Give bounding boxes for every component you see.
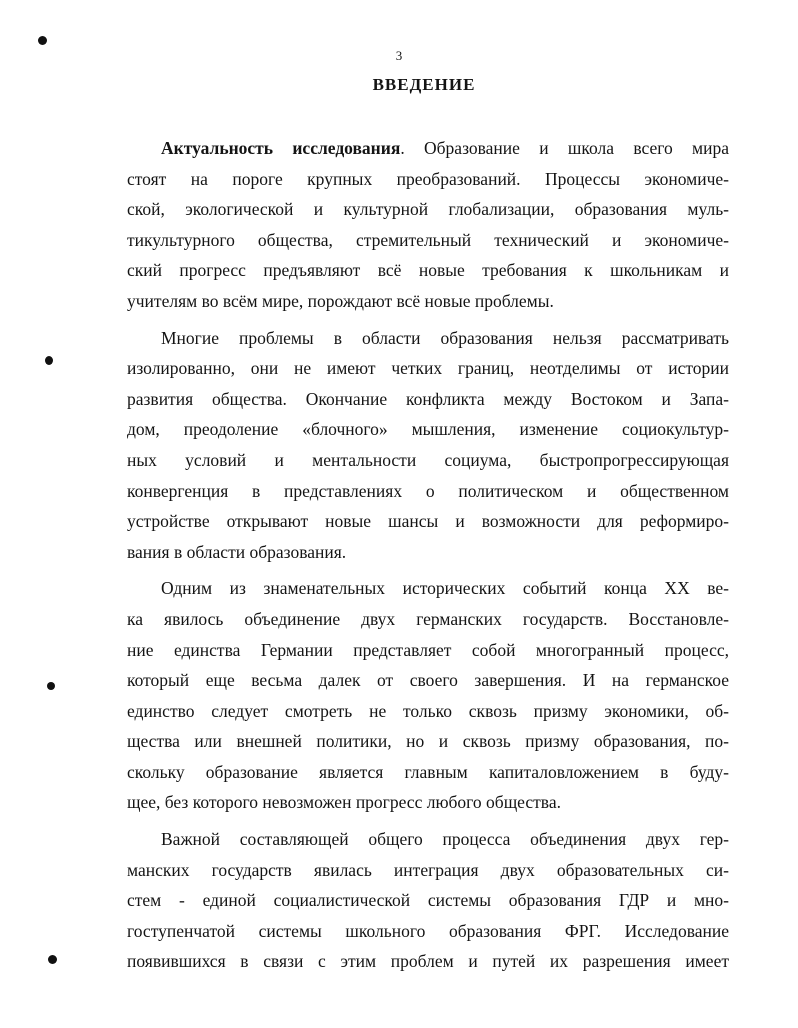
text-line: щее, без которого невозможен прогресс любого общества.: [127, 792, 561, 813]
relevance-lead: Актуальность исследования: [161, 138, 401, 158]
text-line: стоят на пороге крупных преобразований. Процессы экономиче-: [127, 168, 729, 189]
text-line: учителям во всём мире, порождают всё новые проблемы.: [127, 290, 554, 311]
text-line: ных условий и ментальности социума, быстропрогрессирующая: [127, 449, 729, 470]
text-line: ский прогресс предъявляют всё новые требования к школьникам и: [127, 260, 729, 281]
text-line: единство следует смотреть не только сквозь призму экономики, об-: [127, 700, 729, 721]
text-line: конвергенция в представлениях о политическом и общественном: [127, 480, 729, 501]
text-line: Важной составляющей общего процесса объединения двух гер-: [161, 829, 729, 850]
page-number: 3: [395, 48, 403, 63]
text-line: скольку образование является главным капиталовложением в буду-: [127, 761, 729, 782]
text-line: гоступенчатой системы школьного образования ФРГ. Исследование: [127, 920, 729, 941]
text-line: щества или внешней политики, но и сквозь призму образования, по-: [127, 731, 729, 752]
scan-hole-mark: [45, 356, 53, 365]
text-line-rest: . Образование и школа всего мира: [400, 138, 730, 158]
text-line: развития общества. Окончание конфликта между Востоком и Запа-: [127, 388, 729, 409]
paragraph-problems: [127, 323, 729, 568]
text-line: манских государств явилась интеграция двух образовательных си-: [127, 859, 729, 880]
text-line: ской, экологической и культурной глобализации, образования муль-: [127, 199, 729, 220]
paragraph-relevance: [127, 133, 729, 317]
document-body: [127, 133, 729, 977]
text-line: [127, 133, 729, 164]
text-line: устройстве открывают новые шансы и возможности для реформиро-: [127, 511, 729, 532]
text-line: тикультурного общества, стремительный технический и экономиче-: [127, 229, 729, 250]
text-line: стем - единой социалистической системы образования ГДР и мно-: [127, 890, 729, 911]
text-line: изолированно, они не имеют четких границ, неотделимы от истории: [127, 358, 729, 379]
page-title: ВВЕДЕНИЕ: [372, 75, 476, 94]
text-line: появившихся в связи с этим проблем и путей их разрешения имеет: [127, 951, 729, 972]
text-line: который еще весьма далек от своего завершения. И на германское: [127, 670, 729, 691]
text-line: ка явилось объединение двух германских государств. Восстановле-: [127, 608, 729, 629]
scan-hole-mark: [38, 36, 47, 45]
text-line: Одним из знаменательных исторических событий конца XX ве-: [161, 578, 729, 599]
text-line: дом, преодоление «блочного» мышления, изменение социокультур-: [127, 419, 729, 440]
paragraph-reunification: [127, 573, 729, 818]
paragraph-integration: [127, 824, 729, 977]
scan-hole-mark: [48, 955, 57, 964]
text-line: Многие проблемы в области образования нельзя рассматривать: [161, 327, 729, 348]
scan-hole-mark: [47, 682, 55, 690]
text-line: вания в области образования.: [127, 541, 347, 562]
text-line: ние единства Германии представляет собой многогранный процесс,: [127, 639, 729, 660]
